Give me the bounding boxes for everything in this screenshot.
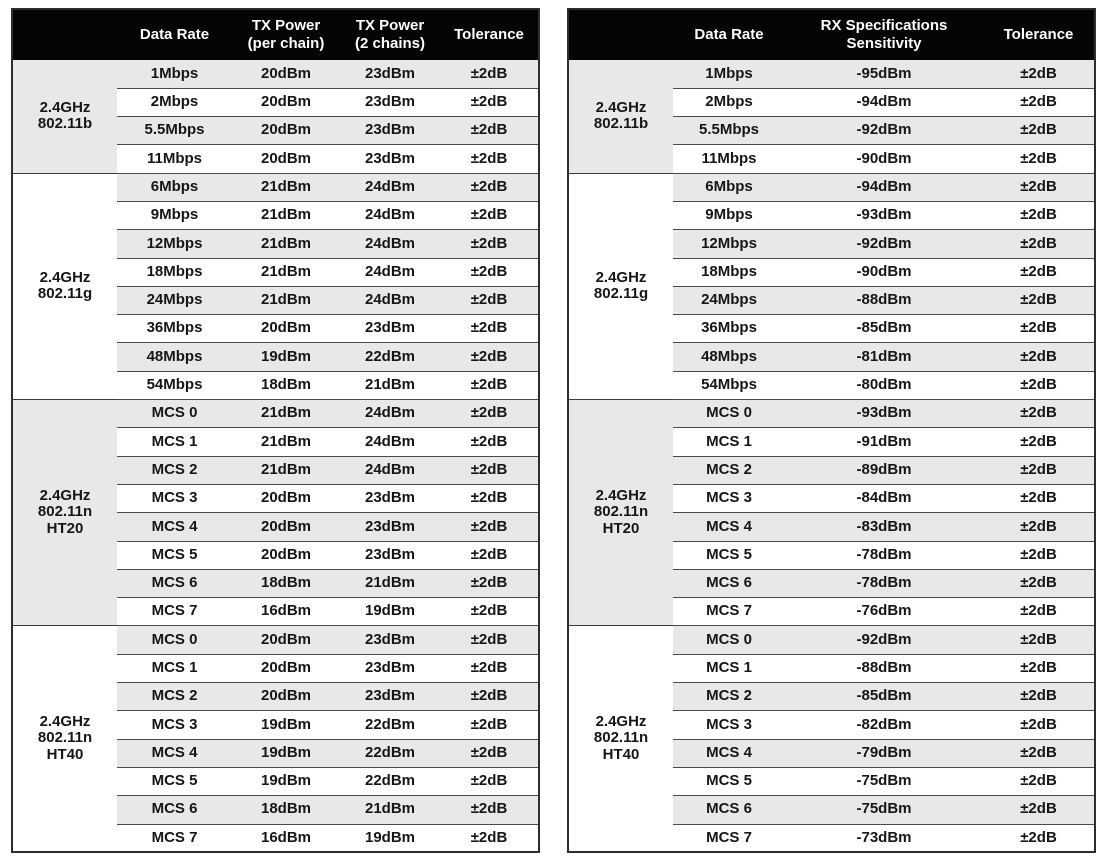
data-cell: MCS 0 <box>673 400 785 428</box>
data-cell: 6Mbps <box>117 173 232 201</box>
data-cell: MCS 0 <box>673 626 785 654</box>
data-cell: 20dBm <box>232 315 340 343</box>
column-header: Tolerance <box>440 9 539 60</box>
data-cell: 23dBm <box>340 541 440 569</box>
data-cell: ±2dB <box>983 824 1095 852</box>
data-cell: 6Mbps <box>673 173 785 201</box>
data-cell: 16dBm <box>232 598 340 626</box>
data-cell: 9Mbps <box>673 201 785 229</box>
data-cell: MCS 0 <box>117 626 232 654</box>
column-header: Tolerance <box>983 9 1095 60</box>
data-cell: 21dBm <box>340 569 440 597</box>
data-cell: -85dBm <box>785 315 983 343</box>
data-cell: ±2dB <box>983 315 1095 343</box>
data-cell: MCS 5 <box>117 541 232 569</box>
data-cell: MCS 4 <box>673 739 785 767</box>
table-row <box>568 400 1095 428</box>
table-row <box>12 173 539 201</box>
data-cell: ±2dB <box>440 117 539 145</box>
data-cell: 20dBm <box>232 513 340 541</box>
data-cell: ±2dB <box>440 598 539 626</box>
data-cell: MCS 4 <box>117 739 232 767</box>
data-cell: 54Mbps <box>117 371 232 399</box>
data-cell: 20dBm <box>232 626 340 654</box>
data-cell: ±2dB <box>440 541 539 569</box>
data-cell: ±2dB <box>983 484 1095 512</box>
data-cell: 48Mbps <box>117 343 232 371</box>
data-cell: MCS 3 <box>117 711 232 739</box>
data-cell: ±2dB <box>440 626 539 654</box>
data-cell: ±2dB <box>983 88 1095 116</box>
data-cell: 24dBm <box>340 173 440 201</box>
data-cell: 18dBm <box>232 796 340 824</box>
data-cell: ±2dB <box>983 60 1095 88</box>
data-cell: ±2dB <box>983 428 1095 456</box>
data-cell: ±2dB <box>440 145 539 173</box>
data-cell: ±2dB <box>440 513 539 541</box>
data-cell: -80dBm <box>785 371 983 399</box>
data-cell: 22dBm <box>340 767 440 795</box>
data-cell: 22dBm <box>340 343 440 371</box>
data-cell: 23dBm <box>340 60 440 88</box>
table-row <box>568 626 1095 654</box>
data-cell: MCS 2 <box>673 456 785 484</box>
data-cell: -92dBm <box>785 230 983 258</box>
data-cell: 23dBm <box>340 513 440 541</box>
data-cell: ±2dB <box>983 145 1095 173</box>
data-cell: MCS 5 <box>117 767 232 795</box>
data-cell: ±2dB <box>983 767 1095 795</box>
data-cell: ±2dB <box>983 343 1095 371</box>
data-cell: 9Mbps <box>117 201 232 229</box>
data-cell: MCS 2 <box>117 683 232 711</box>
data-cell: ±2dB <box>983 286 1095 314</box>
data-cell: ±2dB <box>440 683 539 711</box>
data-cell: 24dBm <box>340 456 440 484</box>
data-cell: -73dBm <box>785 824 983 852</box>
data-cell: -93dBm <box>785 400 983 428</box>
data-cell: 23dBm <box>340 145 440 173</box>
data-cell: ±2dB <box>983 400 1095 428</box>
table-row <box>568 173 1095 201</box>
group-label-cell: 2.4GHz 802.11n HT40 <box>12 626 117 852</box>
data-cell: MCS 1 <box>117 654 232 682</box>
data-cell: MCS 2 <box>673 683 785 711</box>
data-cell: MCS 3 <box>117 484 232 512</box>
data-cell: -95dBm <box>785 60 983 88</box>
data-cell: -91dBm <box>785 428 983 456</box>
data-cell: 21dBm <box>232 400 340 428</box>
data-cell: ±2dB <box>440 230 539 258</box>
data-cell: ±2dB <box>440 315 539 343</box>
group-label-cell: 2.4GHz 802.11b <box>568 60 673 173</box>
data-cell: 20dBm <box>232 654 340 682</box>
column-header: TX Power (2 chains) <box>340 9 440 60</box>
data-cell: 21dBm <box>340 796 440 824</box>
data-cell: ±2dB <box>440 654 539 682</box>
data-cell: ±2dB <box>983 683 1095 711</box>
data-cell: ±2dB <box>983 513 1095 541</box>
data-cell: ±2dB <box>983 711 1095 739</box>
data-cell: 21dBm <box>232 286 340 314</box>
data-cell: -94dBm <box>785 88 983 116</box>
data-cell: -85dBm <box>785 683 983 711</box>
data-cell: 19dBm <box>232 711 340 739</box>
group-label-cell: 2.4GHz 802.11n HT20 <box>568 400 673 626</box>
header-row <box>568 9 1095 60</box>
data-cell: -78dBm <box>785 541 983 569</box>
data-cell: ±2dB <box>440 484 539 512</box>
data-cell: MCS 0 <box>117 400 232 428</box>
data-cell: 24dBm <box>340 230 440 258</box>
data-cell: MCS 6 <box>117 569 232 597</box>
data-cell: -84dBm <box>785 484 983 512</box>
data-cell: 20dBm <box>232 484 340 512</box>
data-cell: 23dBm <box>340 88 440 116</box>
data-cell: 11Mbps <box>673 145 785 173</box>
data-cell: ±2dB <box>440 60 539 88</box>
data-cell: 20dBm <box>232 683 340 711</box>
data-cell: 23dBm <box>340 117 440 145</box>
data-cell: -75dBm <box>785 796 983 824</box>
rx-sensitivity-table <box>567 8 1096 853</box>
data-cell: 19dBm <box>340 598 440 626</box>
data-cell: ±2dB <box>983 654 1095 682</box>
column-header: TX Power (per chain) <box>232 9 340 60</box>
data-cell: 2Mbps <box>673 88 785 116</box>
table-row <box>12 60 539 88</box>
data-cell: -75dBm <box>785 767 983 795</box>
data-cell: -90dBm <box>785 145 983 173</box>
data-cell: MCS 3 <box>673 484 785 512</box>
data-cell: -90dBm <box>785 258 983 286</box>
data-cell: MCS 7 <box>117 824 232 852</box>
data-cell: 5.5Mbps <box>117 117 232 145</box>
data-cell: 19dBm <box>340 824 440 852</box>
data-cell: MCS 2 <box>117 456 232 484</box>
data-cell: -88dBm <box>785 286 983 314</box>
data-cell: 20dBm <box>232 60 340 88</box>
data-cell: 23dBm <box>340 484 440 512</box>
table-row <box>568 60 1095 88</box>
data-cell: 12Mbps <box>673 230 785 258</box>
data-cell: 22dBm <box>340 711 440 739</box>
data-cell: 12Mbps <box>117 230 232 258</box>
data-cell: 54Mbps <box>673 371 785 399</box>
data-cell: ±2dB <box>983 117 1095 145</box>
data-cell: MCS 1 <box>673 428 785 456</box>
group-label-cell: 2.4GHz 802.11g <box>12 173 117 399</box>
data-cell: -93dBm <box>785 201 983 229</box>
data-cell: ±2dB <box>440 569 539 597</box>
data-cell: 21dBm <box>232 201 340 229</box>
data-cell: 48Mbps <box>673 343 785 371</box>
group-label-cell: 2.4GHz 802.11g <box>568 173 673 399</box>
data-cell: 24Mbps <box>117 286 232 314</box>
data-cell: -92dBm <box>785 117 983 145</box>
data-cell: ±2dB <box>440 428 539 456</box>
column-header <box>12 9 117 60</box>
data-cell: ±2dB <box>440 767 539 795</box>
data-cell: 24dBm <box>340 258 440 286</box>
data-cell: MCS 1 <box>673 654 785 682</box>
group-label-cell: 2.4GHz 802.11b <box>12 60 117 173</box>
data-cell: 5.5Mbps <box>673 117 785 145</box>
header-row <box>12 9 539 60</box>
data-cell: 24dBm <box>340 286 440 314</box>
data-cell: 24dBm <box>340 400 440 428</box>
data-cell: 11Mbps <box>117 145 232 173</box>
data-cell: ±2dB <box>440 371 539 399</box>
data-cell: 20dBm <box>232 145 340 173</box>
data-cell: ±2dB <box>440 796 539 824</box>
data-cell: 36Mbps <box>117 315 232 343</box>
data-cell: -82dBm <box>785 711 983 739</box>
data-cell: ±2dB <box>983 739 1095 767</box>
data-cell: 21dBm <box>232 230 340 258</box>
data-cell: ±2dB <box>983 626 1095 654</box>
data-cell: MCS 6 <box>673 569 785 597</box>
data-cell: 23dBm <box>340 315 440 343</box>
data-cell: ±2dB <box>440 201 539 229</box>
data-cell: ±2dB <box>983 173 1095 201</box>
data-cell: ±2dB <box>983 456 1095 484</box>
data-cell: ±2dB <box>983 230 1095 258</box>
data-cell: 20dBm <box>232 88 340 116</box>
column-header: RX Specifications Sensitivity <box>785 9 983 60</box>
data-cell: 20dBm <box>232 117 340 145</box>
tx-power-table <box>11 8 540 853</box>
column-header: Data Rate <box>117 9 232 60</box>
data-cell: 19dBm <box>232 767 340 795</box>
data-cell: ±2dB <box>440 824 539 852</box>
data-cell: MCS 5 <box>673 767 785 795</box>
data-cell: 36Mbps <box>673 315 785 343</box>
data-cell: ±2dB <box>983 258 1095 286</box>
data-cell: 18dBm <box>232 569 340 597</box>
data-cell: ±2dB <box>983 598 1095 626</box>
data-cell: ±2dB <box>983 796 1095 824</box>
data-cell: MCS 5 <box>673 541 785 569</box>
data-cell: ±2dB <box>440 258 539 286</box>
data-cell: ±2dB <box>983 201 1095 229</box>
data-cell: 24Mbps <box>673 286 785 314</box>
data-cell: MCS 4 <box>673 513 785 541</box>
data-cell: ±2dB <box>440 286 539 314</box>
data-cell: 23dBm <box>340 626 440 654</box>
data-cell: 21dBm <box>232 456 340 484</box>
data-cell: 21dBm <box>340 371 440 399</box>
data-cell: MCS 7 <box>673 598 785 626</box>
data-cell: MCS 6 <box>673 796 785 824</box>
table-row <box>12 626 539 654</box>
data-cell: 24dBm <box>340 201 440 229</box>
data-cell: MCS 4 <box>117 513 232 541</box>
data-cell: ±2dB <box>440 343 539 371</box>
data-cell: -94dBm <box>785 173 983 201</box>
data-cell: ±2dB <box>440 88 539 116</box>
data-cell: MCS 3 <box>673 711 785 739</box>
data-cell: 20dBm <box>232 541 340 569</box>
data-cell: ±2dB <box>440 711 539 739</box>
data-cell: -89dBm <box>785 456 983 484</box>
data-cell: ±2dB <box>440 456 539 484</box>
data-cell: 16dBm <box>232 824 340 852</box>
data-cell: ±2dB <box>440 400 539 428</box>
column-header: Data Rate <box>673 9 785 60</box>
data-cell: 19dBm <box>232 343 340 371</box>
data-cell: 1Mbps <box>117 60 232 88</box>
group-label-cell: 2.4GHz 802.11n HT40 <box>568 626 673 852</box>
data-cell: 23dBm <box>340 654 440 682</box>
data-cell: 19dBm <box>232 739 340 767</box>
data-cell: 18Mbps <box>673 258 785 286</box>
data-cell: -78dBm <box>785 569 983 597</box>
data-cell: -79dBm <box>785 739 983 767</box>
data-cell: ±2dB <box>440 739 539 767</box>
data-cell: 21dBm <box>232 428 340 456</box>
data-cell: 18dBm <box>232 371 340 399</box>
data-cell: 18Mbps <box>117 258 232 286</box>
data-cell: -92dBm <box>785 626 983 654</box>
table-row <box>12 400 539 428</box>
data-cell: ±2dB <box>983 569 1095 597</box>
group-label-cell: 2.4GHz 802.11n HT20 <box>12 400 117 626</box>
data-cell: MCS 1 <box>117 428 232 456</box>
data-cell: ±2dB <box>440 173 539 201</box>
data-cell: 22dBm <box>340 739 440 767</box>
data-cell: 21dBm <box>232 258 340 286</box>
data-cell: 21dBm <box>232 173 340 201</box>
data-cell: ±2dB <box>983 371 1095 399</box>
data-cell: MCS 7 <box>117 598 232 626</box>
data-cell: -83dBm <box>785 513 983 541</box>
data-cell: MCS 7 <box>673 824 785 852</box>
data-cell: ±2dB <box>983 541 1095 569</box>
data-cell: MCS 6 <box>117 796 232 824</box>
data-cell: 24dBm <box>340 428 440 456</box>
data-cell: -76dBm <box>785 598 983 626</box>
data-cell: 2Mbps <box>117 88 232 116</box>
column-header <box>568 9 673 60</box>
data-cell: -81dBm <box>785 343 983 371</box>
data-cell: 1Mbps <box>673 60 785 88</box>
data-cell: -88dBm <box>785 654 983 682</box>
data-cell: 23dBm <box>340 683 440 711</box>
